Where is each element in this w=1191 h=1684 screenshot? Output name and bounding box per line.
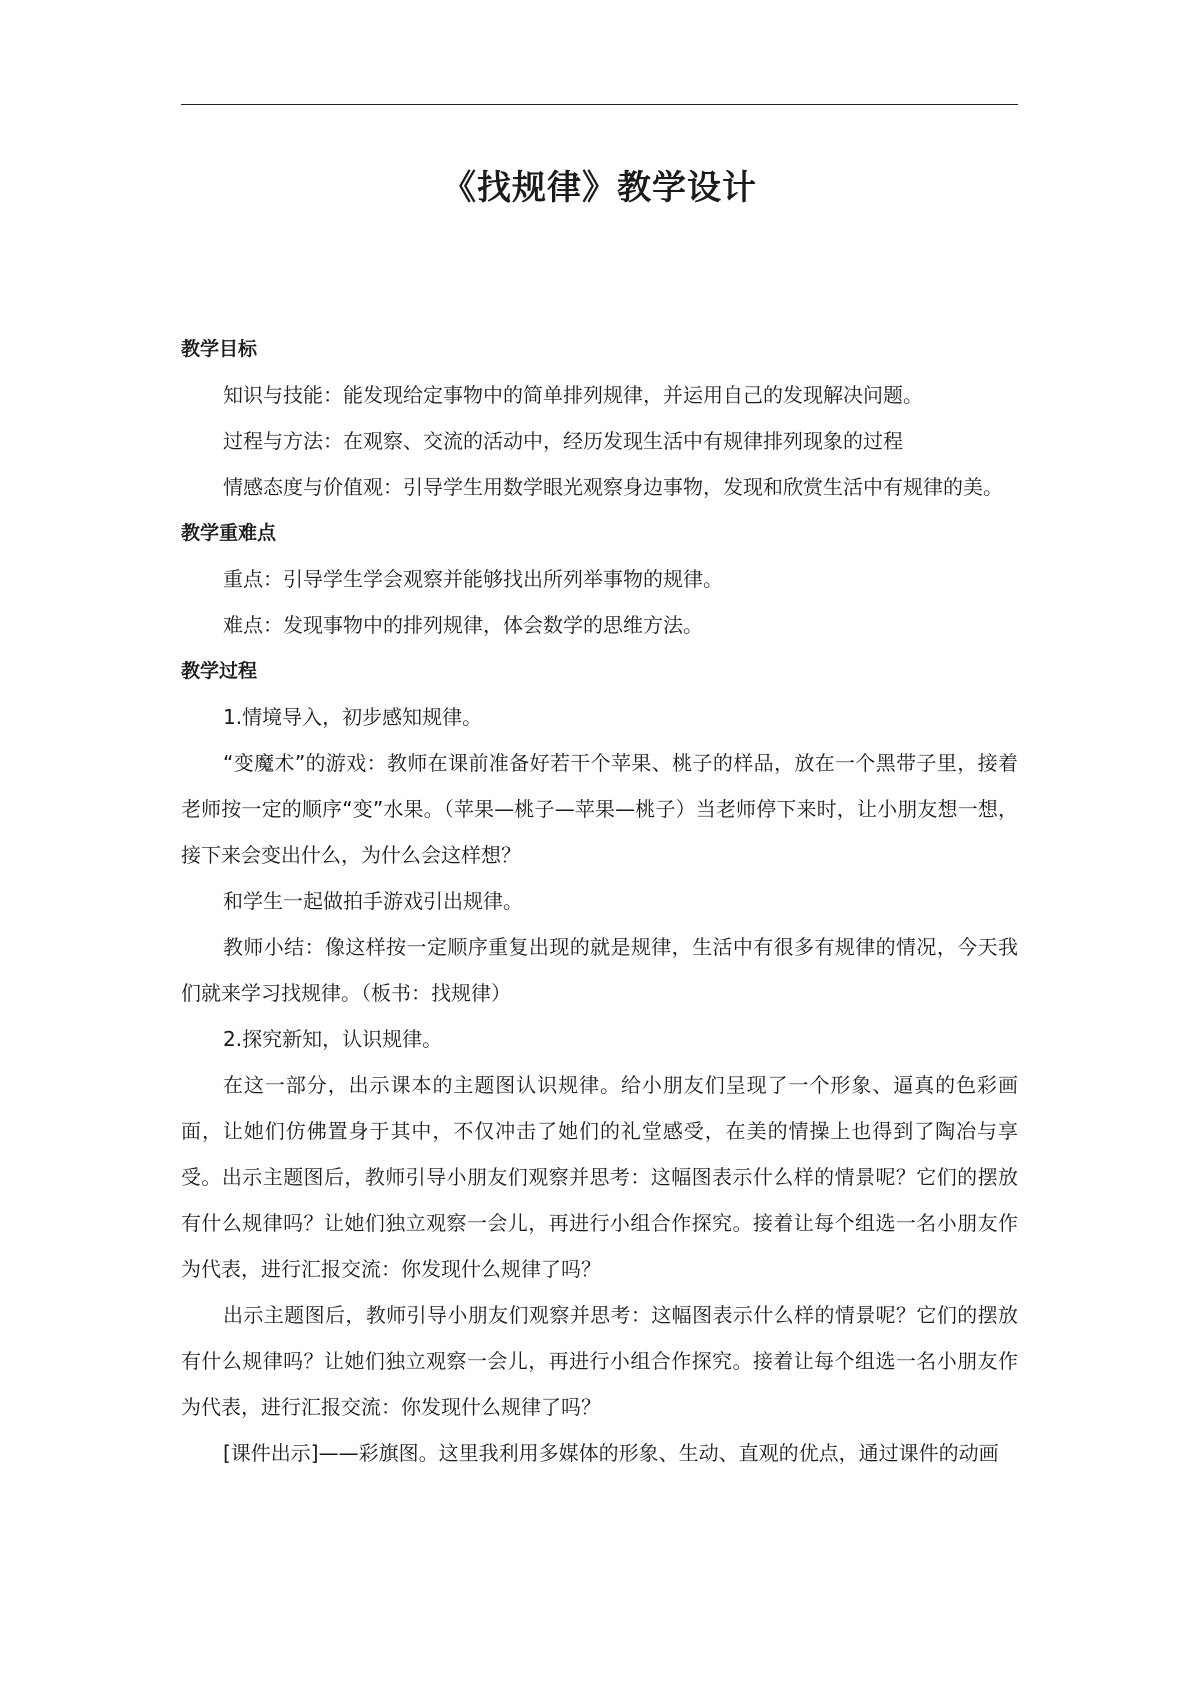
paragraph: 2.探究新知，认识规律。: [223, 1027, 443, 1051]
section-heading: 教学目标: [181, 338, 258, 360]
paragraph: 出示主题图后，教师引导小朋友们观察并思考：这幅图表示什么样的情景呢？它们的摆放有什么规律吗？让她们独立观察一会儿，再进行小组合作探究。接着让每个组选一名小朋友作为代表，进行汇报交流：你发现什么规律了吗？: [181, 1303, 1018, 1419]
paragraph: 知识与技能：能发现给定事物中的简单排列规律，并运用自己的发现解决问题。: [223, 383, 923, 407]
paragraph: 和学生一起做拍手游戏引出规律。: [223, 889, 523, 913]
document-title: 《找规律》教学设计: [442, 168, 757, 208]
paragraph: 难点：发现事物中的排列规律，体会数学的思维方法。: [223, 613, 703, 637]
section-heading: 教学过程: [181, 660, 258, 682]
section-heading: 教学重难点: [181, 522, 277, 544]
paragraph: 1.情境导入，初步感知规律。: [223, 705, 483, 729]
paragraph: 过程与方法：在观察、交流的活动中，经历发现生活中有规律排列现象的过程: [223, 429, 903, 453]
section-key-points: [181, 510, 1018, 648]
paragraph: [课件出示]——彩旗图。这里我利用多媒体的形象、生动、直观的优点，通过课件的动画: [223, 1441, 999, 1465]
paragraph: “变魔术”的游戏：教师在课前准备好若干个苹果、桃子的样品，放在一个黑带子里，接着老师按一定的顺序“变”水果。（苹果—桃子—苹果—桃子）当老师停下来时，让小朋友想一想，接下来会变出什么，为什么会这样想？: [181, 751, 1018, 867]
paragraph: 在这一部分，出示课本的主题图认识规律。给小朋友们呈现了一个形象、逼真的色彩画面，让她们仿佛置身于其中，不仅冲击了她们的礼堂感受，在美的情操上也得到了陶冶与享受。出示主题图后，教师引导小朋友们观察并思考：这幅图表示什么样的情景呢？它们的摆放有什么规律吗？让她们独立观察一会儿，再进行小组合作探究。接着让每个组选一名小朋友作为代表，进行汇报交流：你发现什么规律了吗？: [181, 1073, 1018, 1281]
paragraph: 教师小结：像这样按一定顺序重复出现的就是规律，生活中有很多有规律的情况，今天我们就来学习找规律。（板书：找规律）: [181, 935, 1018, 1005]
header-rule: [181, 104, 1018, 105]
section-process: [181, 648, 1018, 1476]
document-body: [181, 326, 1018, 1476]
section-objectives: [181, 326, 1018, 510]
paragraph: 情感态度与价值观：引导学生用数学眼光观察身边事物，发现和欣赏生活中有规律的美。: [223, 475, 1003, 499]
paragraph: 重点：引导学生学会观察并能够找出所列举事物的规律。: [223, 567, 723, 591]
